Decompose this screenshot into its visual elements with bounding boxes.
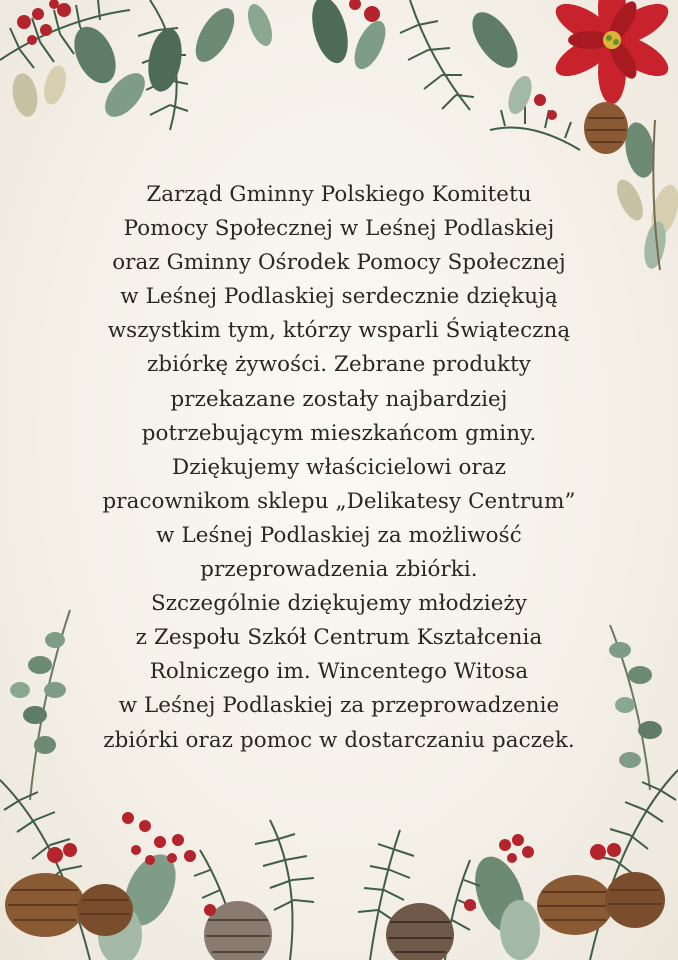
message-line: Dziękujemy właścicielowi oraz [171, 454, 507, 480]
message-line: w Leśnej Podlaskiej serdecznie dziękują [120, 284, 558, 310]
message-line: potrzebującym mieszkańcom gminy. [141, 420, 537, 446]
message-line: zbiórki oraz pomoc w dostarczaniu paczek. [103, 727, 575, 753]
message-line: oraz Gminny Ośrodek Pomocy Społecznej [112, 250, 566, 276]
message-line: w Leśnej Podlaskiej za przeprowadzenie [118, 693, 560, 719]
message-line: Zarząd Gminny Polskiego Komitetu [146, 182, 532, 207]
message-line: Rolniczego im. Wincentego Witosa [149, 659, 529, 685]
message-line: wszystkim tym, którzy wsparli Świąteczną [107, 318, 571, 344]
message-line: Szczególnie dziękujemy młodzieży [150, 591, 528, 617]
message-line: zbiórkę żywości. Zebrane produkty [147, 352, 531, 378]
message-line: pracownikom sklepu „Delikatesy Centrum” [102, 488, 576, 514]
message-line: w Leśnej Podlaskiej za możliwość [156, 522, 522, 548]
message-line: przekazane zostały najbardziej [170, 386, 508, 412]
message-line: Pomocy Społecznej w Leśnej Podlaskiej [123, 216, 555, 242]
thank-you-message [60, 178, 618, 758]
message-line: przeprowadzenia zbiórki. [200, 557, 478, 583]
message-line: z Zespołu Szkół Centrum Kształcenia [135, 625, 543, 651]
